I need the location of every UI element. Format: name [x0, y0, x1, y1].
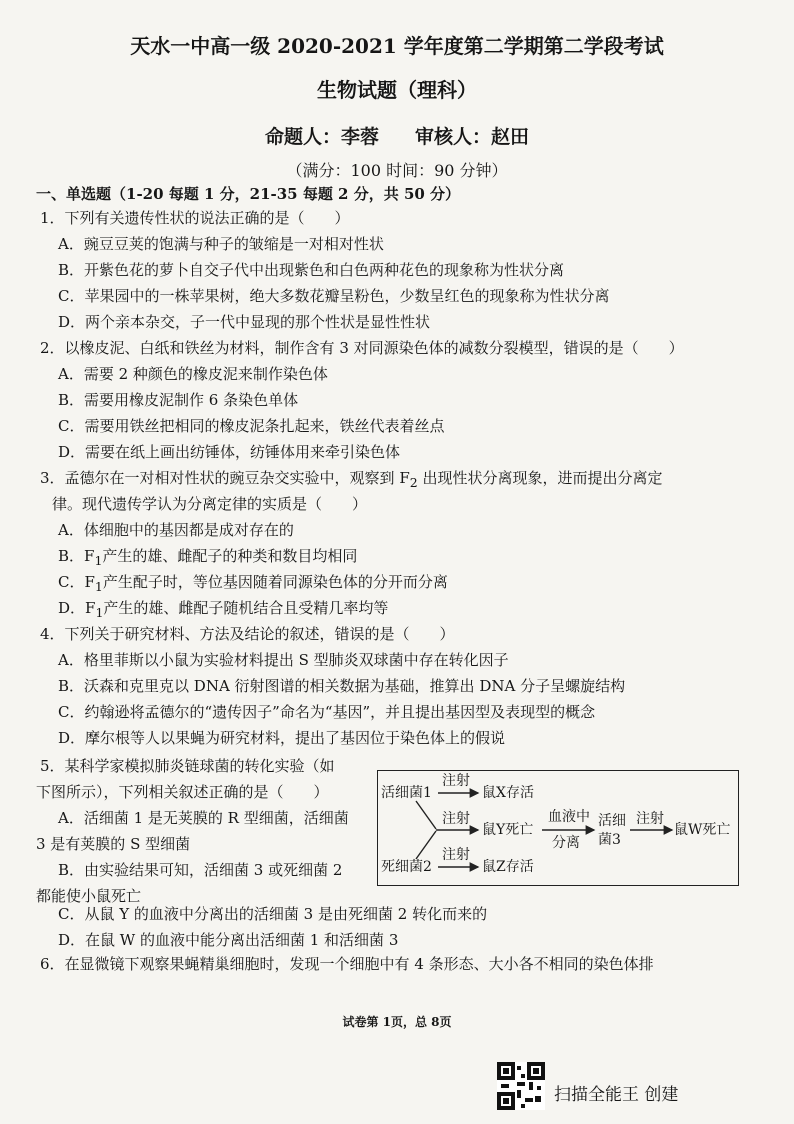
q3-stem-part: 3．孟德尔在一对相对性状的豌豆杂交实验中，观察到 F [40, 469, 410, 487]
exam-subject: 生物试题（理科） [317, 78, 477, 102]
q1-stem: 1．下列有关遗传性状的说法正确的是（ ） [40, 209, 350, 227]
q4-option-a: A．格里菲斯以小鼠为实验材料提出 S 型肺炎双球菌中存在转化因子 [58, 651, 509, 669]
qr-code-icon [497, 1062, 545, 1110]
separate-label: 分离 [552, 835, 580, 851]
q3-subscript: 2 [409, 475, 418, 490]
q5-stem-line1: 5．某科学家模拟肺炎链球菌的转化实验（如 [40, 757, 335, 775]
q5-stem-line2: 下图所示），下列相关叙述正确的是（ ） [36, 783, 329, 801]
inject-label-2: 注射 [442, 811, 470, 827]
mouse-y: 鼠Y死亡 [482, 822, 534, 838]
q3-d-sub: 1 [95, 605, 104, 620]
q4-option-c: C．约翰逊将孟德尔的“遗传因子”命名为“基因”，并且提出基因型及表现型的概念 [58, 703, 596, 721]
q2-option-d: D．需要在纸上画出纺锤体，纺锤体用来牵引染色体 [58, 443, 401, 461]
live-bacteria-3-b: 菌3 [598, 832, 621, 848]
score-time: （满分：100 时间：90 分钟） [286, 161, 508, 180]
q5-option-d: D．在鼠 W 的血液中能分离出活细菌 1 和活细菌 3 [58, 931, 399, 949]
q5-option-a-line1: A．活细菌 1 是无荚膜的 R 型细菌，活细菌 [58, 809, 349, 827]
q5-option-b-line1: B．由实验结果可知，活细菌 3 或死细菌 2 [58, 861, 343, 879]
section-heading: 一、单选题（1-20 每题 1 分，21-35 每题 2 分，共 50 分） [36, 185, 461, 203]
transformation-diagram [377, 770, 739, 886]
dead-bacteria-2: 死细菌2 [381, 859, 432, 875]
mouse-z: 鼠Z存活 [482, 859, 534, 875]
mouse-x: 鼠X存活 [482, 785, 534, 801]
q2-option-c: C．需要用铁丝把相同的橡皮泥条扎起来，铁丝代表着丝点 [58, 417, 445, 435]
exam-title: 天水一中高一级 2020-2021 学年度第二学期第二学段考试 [130, 34, 664, 58]
q2-stem: 2．以橡皮泥、白纸和铁丝为材料，制作含有 3 对同源染色体的减数分裂模型，错误的是（ ） [40, 339, 684, 357]
live-bacteria-1: 活细菌1 [381, 785, 432, 801]
q3-b-sub: 1 [94, 553, 103, 568]
q3-d-post: 产生的雄、雌配子随机结合且受精几率均等 [103, 599, 389, 617]
q4-stem: 4．下列关于研究材料、方法及结论的叙述，错误的是（ ） [40, 625, 455, 643]
author: 命题人：李蓉 [264, 126, 379, 148]
reviewer: 审核人：赵田 [415, 126, 530, 148]
q3-c-pre: C．F [58, 573, 95, 591]
q5-option-c: C．从鼠 Y 的血液中分离出的活细菌 3 是由死细菌 2 转化而来的 [58, 905, 488, 923]
q3-d-pre: D．F [58, 599, 96, 617]
q3-stem-part: 出现性状分离现象，进而提出分离定 [417, 469, 663, 487]
q3-option-d [58, 598, 388, 623]
q1-option-a: A．豌豆豆荚的饱满与种子的皱缩是一对相对性状 [58, 235, 384, 253]
q4-option-d: D．摩尔根等人以果蝇为研究材料，提出了基因位于染色体上的假说 [58, 729, 506, 747]
q5-option-b-line2: 都能使小鼠死亡 [36, 887, 142, 905]
inject-label-4: 注射 [442, 847, 470, 863]
blood-label: 血液中 [548, 809, 590, 825]
q3-stem-line2: 律。现代遗传学认为分离定律的实质是（ ） [52, 495, 368, 513]
q2-option-a: A．需要 2 种颜色的橡皮泥来制作染色体 [58, 365, 328, 383]
q3-option-c [58, 572, 448, 597]
q3-c-post: 产生配子时，等位基因随着同源染色体的分开而分离 [102, 573, 448, 591]
q3-stem-line1 [40, 468, 662, 493]
mouse-w: 鼠W死亡 [674, 822, 731, 838]
q3-b-post: 产生的雄、雌配子的种类和数目均相同 [102, 547, 358, 565]
inject-label-1: 注射 [442, 773, 470, 789]
q1-option-b: B．开紫色花的萝卜自交子代中出现紫色和白色两种花色的现象称为性状分离 [58, 261, 565, 279]
q3-c-sub: 1 [94, 579, 103, 594]
q6-stem: 6．在显微镜下观察果蝇精巢细胞时，发现一个细胞中有 4 条形态、大小各不相同的染色体排 [40, 955, 654, 973]
q1-option-d: D．两个亲本杂交，子一代中显现的那个性状是显性性状 [58, 313, 431, 331]
q4-option-b: B．沃森和克里克以 DNA 衍射图谱的相关数据为基础，推算出 DNA 分子呈螺旋结构 [58, 677, 626, 695]
q2-option-b: B．需要用橡皮泥制作 6 条染色单体 [58, 391, 299, 409]
q5-option-a-line2: 3 是有荚膜的 S 型细菌 [36, 835, 191, 853]
page-footer: 试卷第 1页，总 8页 [342, 1015, 452, 1029]
q1-option-c: C．苹果园中的一株苹果树，绝大多数花瓣呈粉色，少数呈红色的现象称为性状分离 [58, 287, 610, 305]
q3-b-pre: B．F [58, 547, 95, 565]
q3-option-b [58, 546, 357, 571]
scanner-watermark: 扫描全能王 创建 [554, 1085, 679, 1105]
inject-label-3: 注射 [636, 811, 664, 827]
live-bacteria-3-a: 活细 [598, 813, 626, 829]
q3-option-a: A．体细胞中的基因都是成对存在的 [58, 521, 294, 539]
author-line [0, 122, 794, 149]
